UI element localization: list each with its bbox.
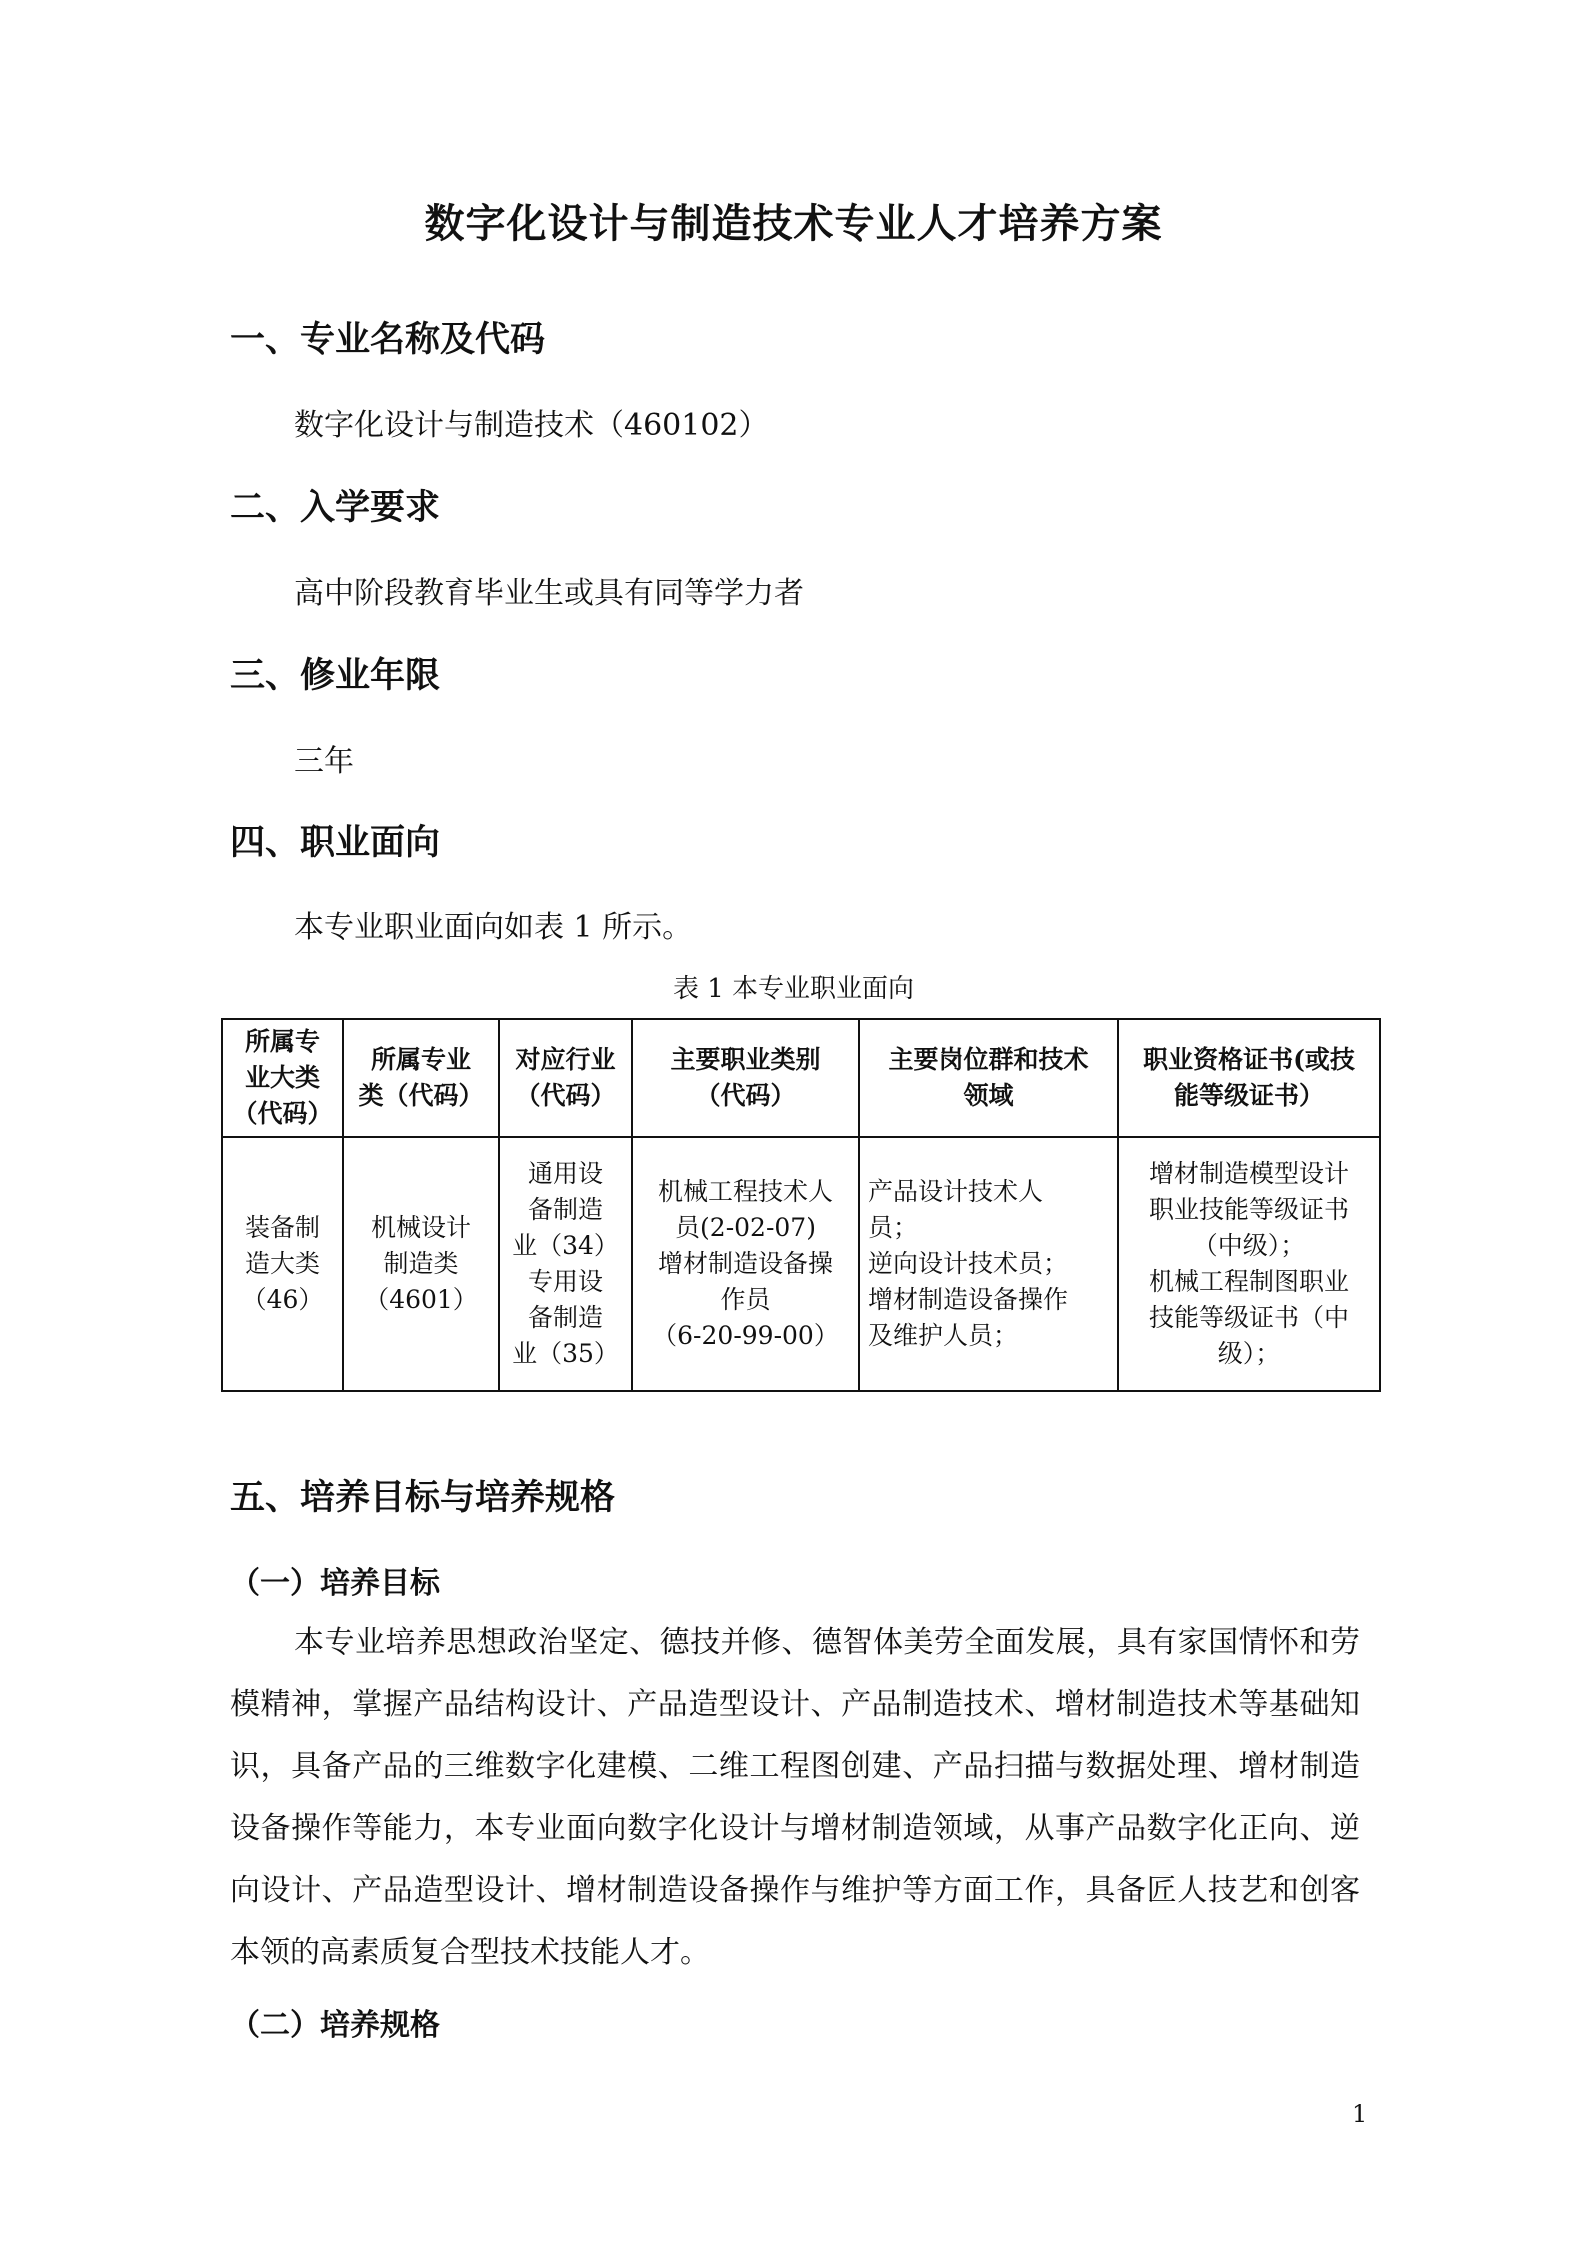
table-cell: 产品设计技术人 员； 逆向设计技术员； 增材制造设备操作 及维护人员； bbox=[859, 1137, 1118, 1391]
subsection-heading-specs: （二）培养规格 bbox=[230, 2008, 440, 2043]
table-cell: 增材制造模型设计 职业技能等级证书 （中级）； 机械工程制图职业 技能等级证书（中 级）； bbox=[1118, 1137, 1380, 1391]
table-caption: 表 1 本专业职业面向 bbox=[672, 974, 915, 1004]
goals-paragraph: 本专业培养思想政治坚定、德技并修、德智体美劳全面发展，具有家国情怀和劳模精神，掌握产品结构设计、产品造型设计、产品制造技术、增材制造技术等基础知识，具备产品的三维数字化建模、二维工程图创建、产品扫描与数据处理、增材制造设备操作等能力，本专业面向数字化设计与增材制造领域，从事产品数字化正向、逆向设计、产品造型设计、增材制造设备操作与维护等方面工作，具备匠人技艺和创客本领的高素质复合型技术技能人才。 bbox=[230, 1625, 1360, 1970]
section-heading-5: 五、培养目标与培养规格 bbox=[230, 1478, 616, 1518]
table-cell: 装备制 造大类 （46） bbox=[222, 1137, 343, 1391]
career-table bbox=[221, 1018, 1381, 1392]
page-number: 1 bbox=[1352, 2100, 1368, 2128]
header-cell: 主要岗位群和技术 领域 bbox=[859, 1019, 1118, 1137]
document-title: 数字化设计与制造技术专业人才培养方案 bbox=[424, 201, 1163, 247]
header-cell: 所属专业 类（代码） bbox=[343, 1019, 499, 1137]
subsection-heading-goals: （一）培养目标 bbox=[230, 1566, 440, 1601]
section-content-2: 高中阶段教育毕业生或具有同等学力者 bbox=[294, 576, 804, 611]
header-cell: 职业资格证书(或技 能等级证书） bbox=[1118, 1019, 1380, 1137]
header-cell: 对应行业 （代码） bbox=[499, 1019, 632, 1137]
header-cell: 主要职业类别 （代码） bbox=[632, 1019, 859, 1137]
section-content-1: 数字化设计与制造技术（460102） bbox=[294, 408, 769, 443]
table-cell: 机械设计 制造类 （4601） bbox=[343, 1137, 499, 1391]
header-cell: 所属专 业大类 （代码） bbox=[222, 1019, 343, 1137]
table-header-row bbox=[222, 1019, 1380, 1137]
table-cell: 通用设 备制造 业（34） 专用设 备制造 业（35） bbox=[499, 1137, 632, 1391]
section-heading-1: 一、专业名称及代码 bbox=[230, 320, 546, 360]
section-content-4: 本专业职业面向如表 1 所示。 bbox=[294, 910, 693, 945]
section-content-3: 三年 bbox=[294, 744, 354, 779]
table-cell: 机械工程技术人 员(2-02-07) 增材制造设备操 作员 （6-20-99-00） bbox=[632, 1137, 859, 1391]
table-row bbox=[222, 1137, 1380, 1391]
section-heading-2: 二、入学要求 bbox=[230, 488, 441, 528]
section-heading-4: 四、职业面向 bbox=[230, 823, 441, 863]
section-heading-3: 三、修业年限 bbox=[230, 656, 441, 696]
